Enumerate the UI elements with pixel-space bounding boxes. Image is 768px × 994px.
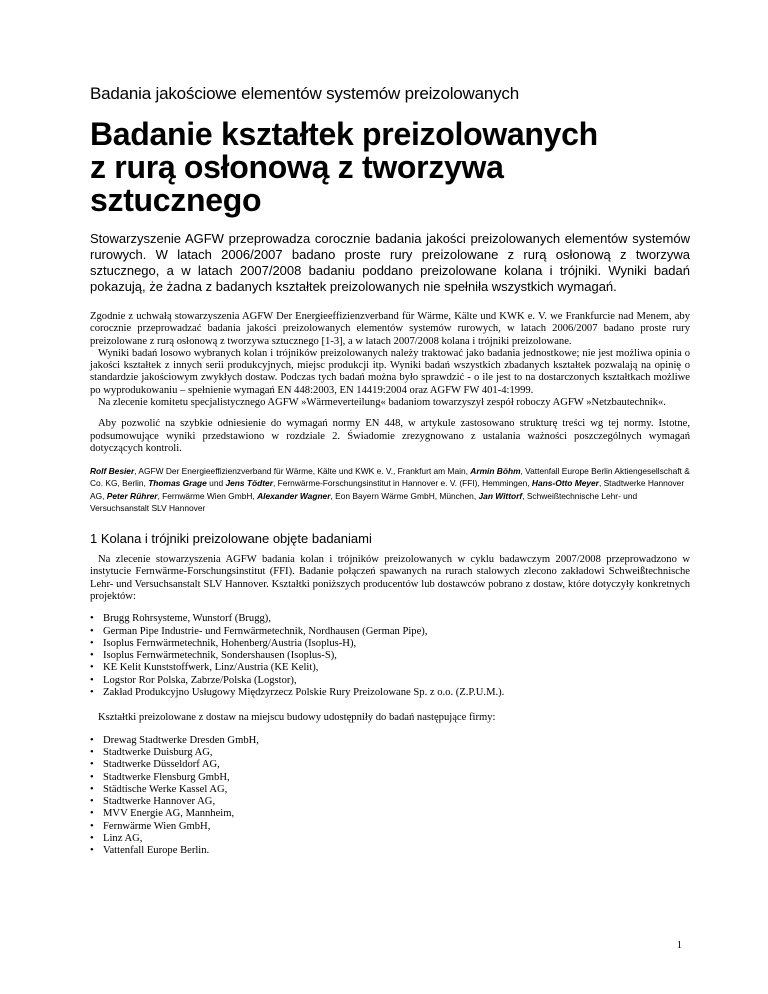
list-item: • German Pipe Industrie- und Fernwärmetechnik, Nordhausen (German Pipe), [90, 626, 690, 638]
section-paragraph: Kształtki preizolowane z dostaw na miejscu budowy udostępniły do badań następujące firmy: [98, 712, 496, 724]
author-name: Hans-Otto Meyer [531, 478, 599, 489]
list-item: • Städtische Werke Kassel AG, [90, 784, 690, 796]
page-number: 1 [676, 940, 682, 951]
author-affiliation: , Fernwärme Wien GmbH, [157, 490, 258, 501]
author-name: Thomas Grage [148, 478, 207, 489]
author-affiliation: , Fernwärme-Forschungsinstitut in Hannover e. V. (FFI), Hemmingen, [272, 478, 532, 489]
author-affiliation: , Stadtwerke Hannover AG, [90, 478, 685, 501]
title-line: sztucznego [90, 182, 262, 218]
list-item: • Stadtwerke Hannover AG, [90, 796, 690, 808]
list-item: • Isoplus Fernwärmetechnik, Hohenberg/Austria (Isoplus-H), [90, 638, 690, 650]
author-affiliation: , Eon Bayern Wärme GmbH, München, [330, 490, 479, 501]
author-affiliation: und [206, 478, 226, 489]
list-item: • KE Kelit Kunststoffwerk, Linz/Austria (KE Kelit), [90, 662, 690, 674]
list-item: • Stadtwerke Düsseldorf AG, [90, 759, 690, 771]
intro-paragraph: Zgodnie z uchwałą stowarzyszenia AGFW Der Energieeffizienzverband für Wärme, Kälte und KWK e. V. we Frankfurcie nad Menem, aby corocznie przeprowadzać badania jakości preizolowanych elementów systemów rurowych, w latach 2006/2007 badano proste rury preizolowane z rurą osłonową z tworzywa sztucznego [1-3], a w latach 2007/2008 kolana i trójniki preizolowane. [90, 311, 690, 347]
list-item: • Logstor Ror Polska, Zabrze/Polska (Logstor), [90, 675, 690, 687]
author-name: Jens Tödter [225, 478, 273, 489]
title-line: z rurą osłonową z tworzywa [90, 149, 504, 185]
author-name: Peter Rührer [106, 490, 158, 501]
list-item: • Vattenfall Europe Berlin. [90, 845, 690, 857]
authors-block [90, 465, 690, 514]
author-name: Armin Böhm [470, 466, 521, 477]
list-item: • Isoplus Fernwärmetechnik, Sondershausen (Isoplus-S), [90, 650, 690, 662]
list-item: • Zakład Produkcyjno Usługowy Międzyrzecz Polskie Rury Preizolowane Sp. z o.o. (Z.P.U.M.). [90, 687, 690, 699]
author-name: Rolf Besier [90, 466, 135, 477]
producers-list [90, 613, 690, 699]
author-name: Alexander Wagner [257, 490, 331, 501]
kicker: Badania jakościowe elementów systemów preizolowanych [90, 84, 519, 103]
list-item: • Drewag Stadtwerke Dresden GmbH, [90, 735, 690, 747]
section-paragraph: Na zlecenie stowarzyszenia AGFW badania kolan i trójników preizolowanych w cyklu badawczym 2007/2008 przeprowadzono w instytucie Fernwärme-Forschungsinstitut (FFI). Badanie połączeń spawanych na rurach stalowych zlecono zakładowi Schweißtechnische Lehr- und Versuchsanstalt SLV Hannover. Kształtki poniższych producentów lub dostawców pobrano z dostaw, które dotyczyły konkretnych projektów: [90, 554, 690, 602]
companies-list [90, 735, 690, 858]
author-affiliation: , Schweißtechnische Lehr- und Versuchsanstalt SLV Hannover [90, 490, 638, 513]
title-line: Badanie kształtek preizolowanych [90, 116, 598, 152]
document-page [90, 84, 690, 858]
list-item: • Stadtwerke Duisburg AG, [90, 747, 690, 759]
section-heading: 1 Kolana i trójniki preizolowane objęte badaniami [90, 531, 372, 547]
page-title [90, 118, 690, 217]
intro-paragraph: Na zlecenie komitetu specjalistycznego AGFW »Wärmeverteilung« badaniom towarzyszył zespół roboczy AGFW »Netzbautechnik«. [98, 397, 666, 409]
list-item: • Stadtwerke Flensburg GmbH, [90, 772, 690, 784]
author-name: Jan Wittorf [478, 490, 523, 501]
list-item: • Brugg Rohrsysteme, Wunstorf (Brugg), [90, 613, 690, 625]
list-item: • Linz AG, [90, 833, 690, 845]
list-item: • MVV Energie AG, Mannheim, [90, 808, 690, 820]
list-item: • Fernwärme Wien GmbH, [90, 821, 690, 833]
author-affiliation: , Vattenfall Europe Berlin Aktiengesellschaft & Co. KG, Berlin, [90, 466, 690, 489]
intro-paragraph: Aby pozwolić na szybkie odniesienie do wymagań normy EN 448, w artykule zastosowano strukturę treści wg tej normy. Istotne, podsumowujące wyniki przedstawiono w rozdziale 2. Świadomie zrezygnowano z ustalania ważności poszczególnych wymagań dotyczących kontroli. [90, 418, 690, 454]
author-affiliation: , AGFW Der Energieeffizienzverband für Wärme, Kälte und KWK e. V., Frankfurt am Main, [134, 466, 471, 477]
intro-paragraph: Wyniki badań losowo wybranych kolan i trójników preizolowanych należy traktować jako badania jednostkowe; nie jest możliwa opinia o jakości kształtek z innych serii produkcyjnych, miejsc produkcji itp. Wyniki badań wszystkich zbadanych kształtek pozwalają na opinię o standardzie jakościowym zwykłych dostaw. Podczas tych badań można było sprawdzić - o ile jest to na dostarczonych kształtkach możliwe po wyprodukowaniu – spełnienie wymagań EN 448:2003, EN 14419:2004 oraz AGFW FW 401-4:1999. [90, 347, 690, 396]
lead-paragraph: Stowarzyszenie AGFW przeprowadza corocznie badania jakości preizolowanych elementów systemów rurowych. W latach 2006/2007 badano proste rury preizolowane z rurą osłonową z tworzywa sztucznego, a w latach 2007/2008 badaniu poddano preizolowane kolana i trójniki. Wyniki badań pokazują, że żadna z badanych kształtek preizolowanych nie spełniła wszystkich wymagań. [90, 231, 690, 294]
